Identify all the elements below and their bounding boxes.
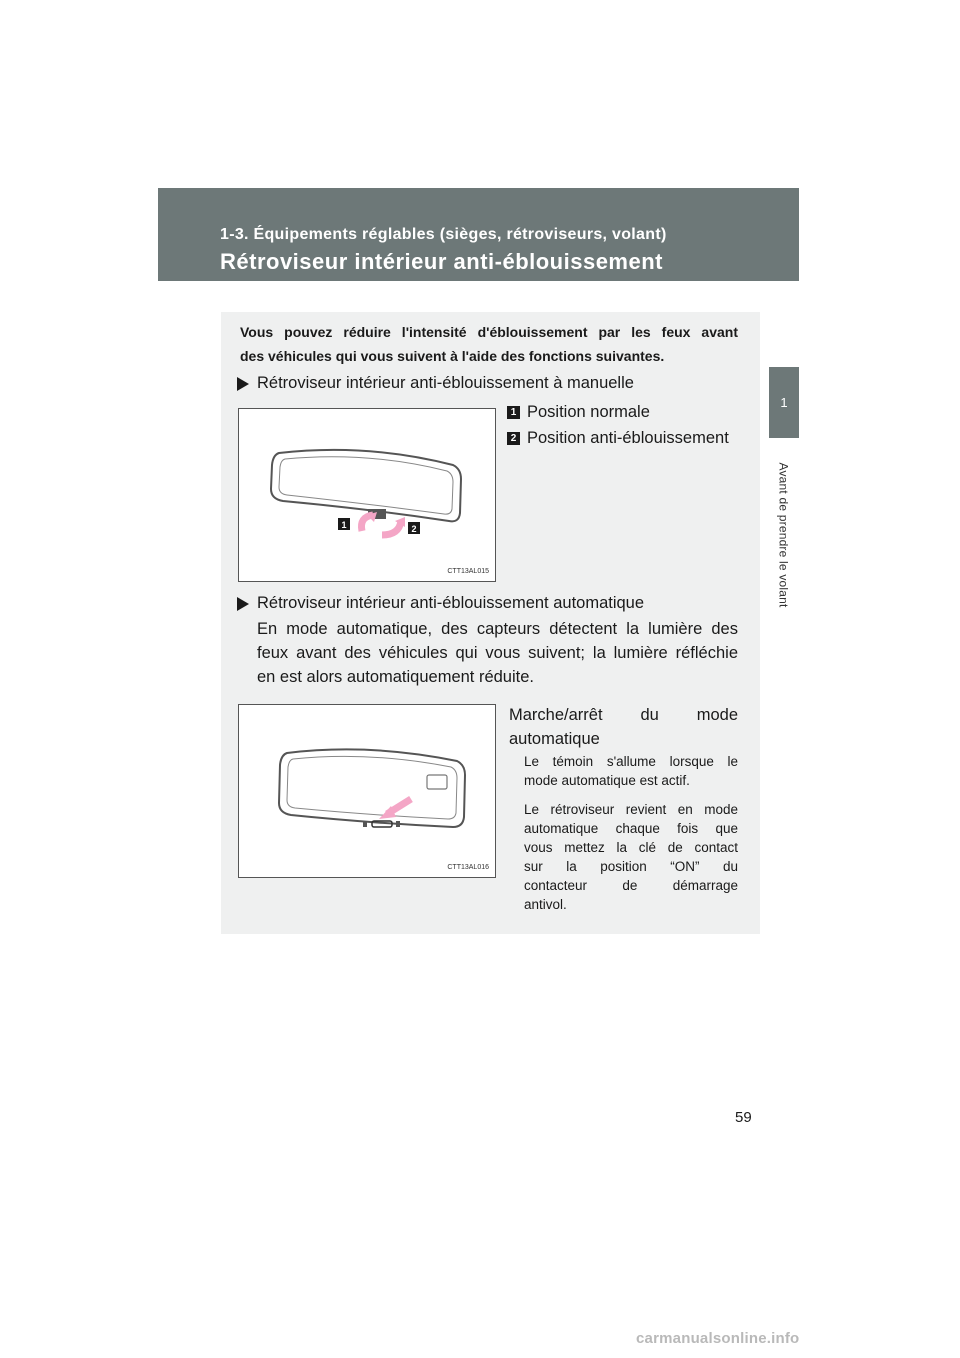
indicator-note: [524, 752, 738, 790]
legend-item-normal: [507, 403, 650, 422]
figure-id: CTT13AL015: [447, 568, 489, 575]
automatic-heading: [237, 594, 644, 613]
manual-mirror-illustration: [239, 409, 495, 581]
triangle-bullet-icon: [237, 597, 249, 611]
manual-heading: [237, 374, 634, 393]
indicator-note-line-1: Le témoin s'allume lorsque le: [524, 754, 738, 769]
automatic-paragraph: [257, 617, 738, 689]
triangle-bullet-icon: [237, 377, 249, 391]
automatic-para-line-2: feux avant des véhicules qui vous suivent; la lumière réfléchie: [257, 644, 738, 662]
watermark[interactable]: carmanualsonline.info: [636, 1330, 800, 1347]
number-2-icon: 2: [507, 432, 520, 445]
auto-mode-heading-line-2: automatique: [509, 730, 600, 748]
svg-text:1: 1: [341, 520, 347, 530]
legend-label-normal: Position normale: [527, 403, 650, 421]
reset-note-line-3: vous mettez la clé de contact: [524, 840, 738, 855]
svg-text:2: 2: [411, 524, 417, 534]
auto-mode-heading-line-1: Marche/arrêt du mode: [509, 706, 738, 724]
section-label: 1-3. Équipements réglables (sièges, rétroviseurs, volant): [220, 226, 667, 243]
chapter-number: 1: [780, 395, 788, 410]
page-number: 59: [735, 1109, 752, 1126]
indicator-note-line-2: mode automatique est actif.: [524, 773, 690, 788]
number-1-icon: 1: [507, 406, 520, 419]
chapter-label-text: Avant de prendre le volant: [777, 462, 792, 608]
reset-note-line-2: automatique chaque fois que: [524, 821, 738, 836]
page-header: [158, 188, 799, 281]
manual-mirror-figure: [238, 408, 496, 582]
reset-note-line-5: contacteur de démarrage: [524, 878, 738, 893]
intro-text: [240, 320, 738, 368]
chapter-tab[interactable]: [769, 367, 799, 438]
auto-mirror-illustration: [239, 705, 495, 877]
auto-mirror-figure: [238, 704, 496, 878]
legend-item-antiglare: [507, 429, 729, 448]
figure-id: CTT13AL016: [447, 864, 489, 871]
reset-note-line-4: sur la position “ON” du: [524, 859, 738, 874]
automatic-para-line-3: en est alors automatiquement réduite.: [257, 668, 534, 686]
reset-note: [524, 800, 738, 914]
auto-mode-heading: [509, 703, 738, 751]
manual-heading-text: Rétroviseur intérieur anti-éblouissement à manuelle: [257, 374, 634, 392]
intro-line-2: des véhicules qui vous suivent à l'aide des fonctions suivantes.: [240, 348, 665, 364]
page-title: Rétroviseur intérieur anti-éblouissement: [220, 249, 663, 274]
content-panel: [221, 312, 760, 934]
reset-note-line-1: Le rétroviseur revient en mode: [524, 802, 738, 817]
intro-line-1: Vous pouvez réduire l'intensité d'éblouissement par les feux avant: [240, 324, 738, 340]
automatic-para-line-1: En mode automatique, des capteurs détectent la lumière des: [257, 620, 738, 638]
automatic-heading-text: Rétroviseur intérieur anti-éblouissement automatique: [257, 594, 645, 612]
reset-note-line-6: antivol.: [524, 897, 567, 912]
legend-label-antiglare: Position anti-éblouissement: [527, 429, 729, 447]
